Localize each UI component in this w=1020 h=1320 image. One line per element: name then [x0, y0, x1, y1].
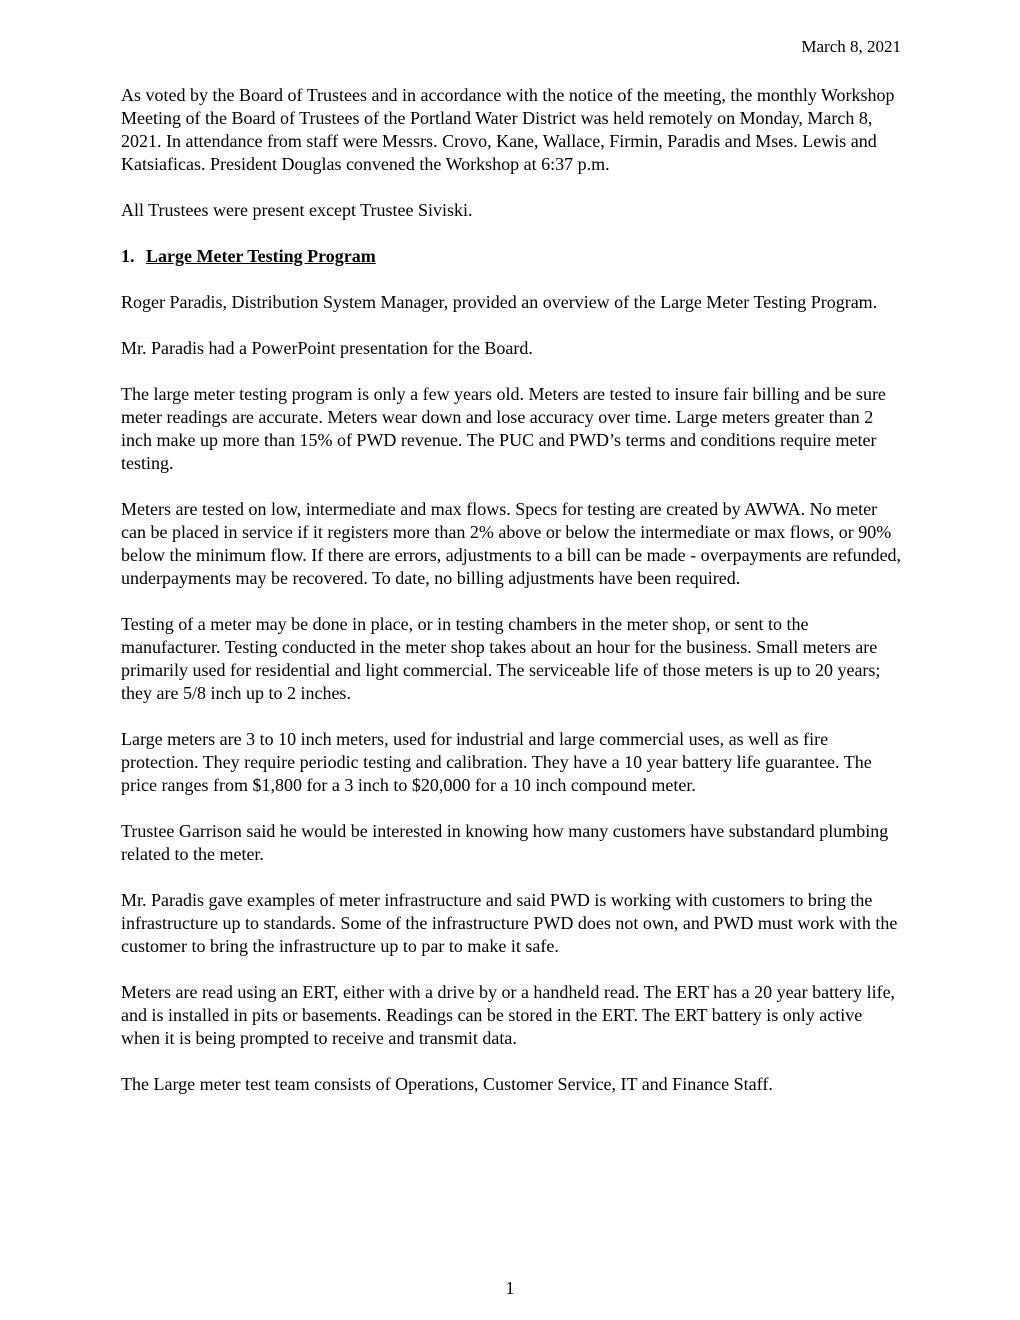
section-heading [121, 245, 903, 268]
body-paragraph: The large meter testing program is only a few years old. Meters are tested to insure fair billing and be sure meter readings are accurate. Meters wear down and lose accuracy over time. Large meters greater than 2 inch make up more than 15% of PWD revenue. The PUC and PWD’s terms and conditions require meter testing. [121, 384, 886, 473]
section-number: 1. [121, 246, 135, 266]
document-body [121, 84, 903, 1119]
body-paragraph: Mr. Paradis gave examples of meter infrastructure and said PWD is working with customers to bring the infrastructure up to standards. Some of the infrastructure PWD does not own, and PWD must work with the customer to bring the infrastructure up to par to make it safe. [121, 890, 898, 956]
body-paragraph: Meters are read using an ERT, either with a drive by or a handheld read. The ERT has a 20 year battery life, and is installed in pits or basements. Readings can be stored in the ERT. The ERT battery is only active when it is being prompted to receive and transmit data. [121, 982, 896, 1048]
body-paragraph: Large meters are 3 to 10 inch meters, used for industrial and large commercial uses, as well as fire protection. They require periodic testing and calibration. They have a 10 year battery life guarantee. The price ranges from $1,800 for a 3 inch to $20,000 for a 10 inch compound meter. [121, 729, 872, 795]
body-paragraph: Mr. Paradis had a PowerPoint presentation for the Board. [121, 338, 533, 358]
meeting-date: March 8, 2021 [801, 37, 901, 56]
body-paragraph: Meters are tested on low, intermediate and max flows. Specs for testing are created by AWWA. No meter can be placed in service if it registers more than 2% above or below the intermediate or max flows, or 90% below the minimum flow. If there are errors, adjustments to a bill can be made - overpayments are refunded, underpayments may be recovered. To date, no billing adjustments have been required. [121, 499, 902, 588]
page-number: 1 [505, 1278, 515, 1298]
attendance-paragraph: All Trustees were present except Trustee Siviski. [121, 200, 473, 220]
body-paragraph: Trustee Garrison said he would be interested in knowing how many customers have substandard plumbing related to the meter. [121, 821, 889, 864]
body-paragraph: Roger Paradis, Distribution System Manager, provided an overview of the Large Meter Testing Program. [121, 292, 878, 312]
body-paragraph: The Large meter test team consists of Operations, Customer Service, IT and Finance Staff. [121, 1074, 773, 1094]
body-paragraph: Testing of a meter may be done in place, or in testing chambers in the meter shop, or sent to the manufacturer. Testing conducted in the meter shop takes about an hour for the business. Small meters are primarily used for residential and light commercial. The serviceable life of those meters is up to 20 years; they are 5/8 inch up to 2 inches. [121, 614, 881, 703]
section-title: Large Meter Testing Program [146, 246, 376, 266]
intro-paragraph: As voted by the Board of Trustees and in accordance with the notice of the meeting, the monthly Workshop Meeting of the Board of Trustees of the Portland Water District was held remotely on Monday, March 8, 2021. In attendance from staff were Messrs. Crovo, Kane, Wallace, Firmin, Paradis and Mses. Lewis and Katsiaficas. President Douglas convened the Workshop at 6:37 p.m. [121, 85, 895, 174]
